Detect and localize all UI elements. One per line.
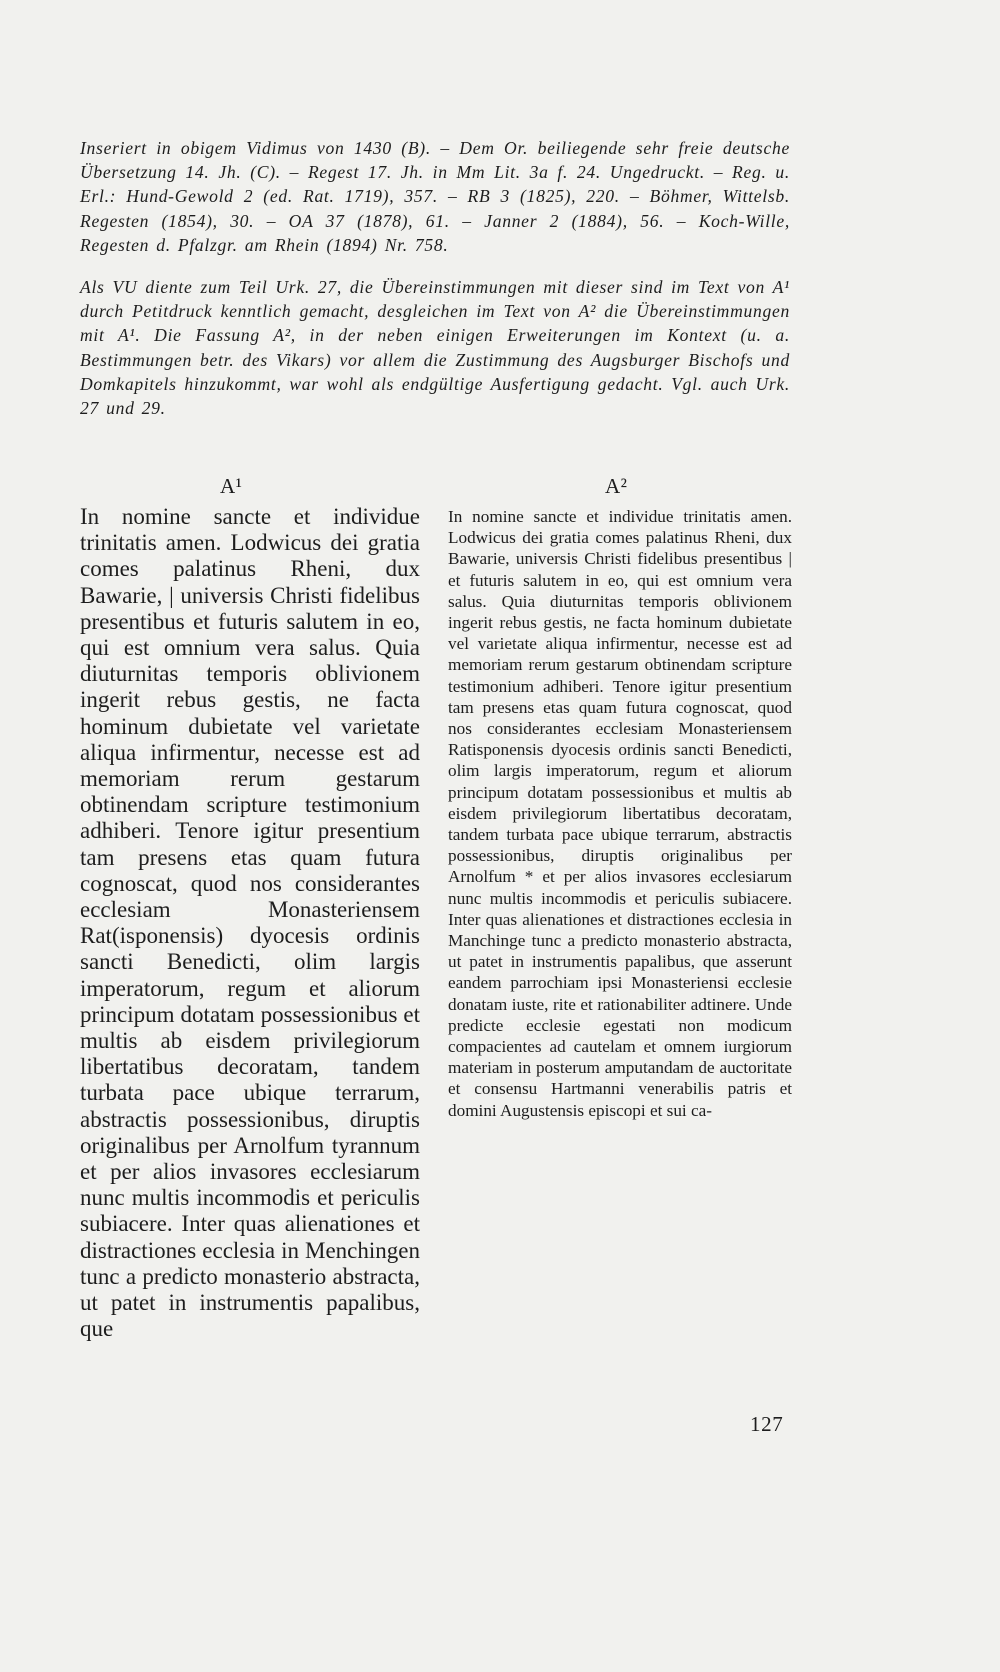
page-number: 127 xyxy=(750,1412,784,1436)
column-heading-a2: A² xyxy=(605,474,628,498)
source-note: Inseriert in obigem Vidimus von 1430 (B). – Dem Or. beiliegende sehr freie deutsche Übersetzung 14. Jh. (C). – Regest 17. Jh. in Mm Lit. 3a f. 24. Ungedruckt. – Reg. u. Erl.: Hund-Gewold 2 (ed. Rat. 1719), 357. – RB 3 (1825), 220. – Böhmer, Wittelsb. Regesten (1854), 30. – OA 37 (1878), 61. – Janner 2 (1884), 56. – Koch-Wille, Regesten d. Pfalzgr. am Rhein (1894) Nr. 758. xyxy=(80,138,790,255)
column-a1-text: In nomine sancte et individue trinitatis amen. Lodwicus dei gratia comes palatinus Rheni, dux Bawarie, | universis Christi fidelibus presentibus et futuris salutem in eo, qui est omnium vera salus. Quia diuturnitas temporis oblivionem ingerit rebus gestis, ne facta hominum dubietate vel varietate aliqua infirmentur, necesse est ad memoriam rerum gestarum obtinendam scripture testimonium adhiberi. Tenore igitur presentium tam presens etas quam futura cognoscat, quod nos considerantes ecclesiam Monasteriensem Rat(isponensis) dyocesis ordinis sancti Benedicti, olim largis imperatorum, regum et aliorum principum dotatam possessionibus et multis ab eisdem privilegiorum libertatibus decoratam, tandem turbata pace ubique terrarum, abstractis possessionibus, diruptis originalibus per Arnolfum tyrannum et per alios invasores ecclesiarum nunc multis incommodis et periculis subiacere. Inter quas alienationes et distractiones ecclesia in Menchingen tunc a predicto monasterio abstracta, ut patet in instrumentis papalibus, que xyxy=(80,504,420,1342)
column-heading-a1: A¹ xyxy=(220,474,243,498)
edition-note: Als VU diente zum Teil Urk. 27, die Übereinstimmungen mit dieser sind im Text von A¹ durch Petitdruck kenntlich gemacht, desgleichen im Text von A² die Übereinstimmungen mit A¹. Die Fassung A², in der neben einigen Erweiterungen im Kontext (u. a. Bestimmungen betr. des Vikars) vor allem die Zustimmung des Augsburger Bischofs und Domkapitels hinzukommt, war wohl als endgültige Ausfertigung gedacht. Vgl. auch Urk. 27 und 29. xyxy=(80,277,790,419)
text-column-a2 xyxy=(448,506,792,1121)
text-column-a1 xyxy=(80,504,420,1343)
editorial-notes xyxy=(80,136,790,420)
column-a2-text: In nomine sancte et individue trinitatis amen. Lodwicus dei gratia comes palatinus Rheni, dux Bawarie, universis Christi fidelibus presentibus | et futuris salutem in eo, qui est omnium vera salus. Quia diuturnitas temporis oblivionem ingerit rebus gestis, ne facta hominum dubietate vel varietate aliqua infirmentur, necesse est ad memoriam rerum gestarum obtinendam scripture testimonium adhiberi. Tenore igitur presentium tam presens etas quam futura cognoscat, quod nos considerantes ecclesiam Monasteriensem Ratisponensis dyocesis ordinis sancti Benedicti, olim largis imperatorum, regum et aliorum principum dotatam possessionibus et multis ab eisdem privilegiorum libertatibus decoratam, tandem turbata pace ubique terrarum, abstractis possessionibus, diruptis originalibus per Arnolfum * et per alios invasores ecclesiarum nunc multis incommodis et periculis subiacere. Inter quas alienationes et distractiones ecclesia in Manchinge tunc a predicto monasterio abstracta, ut patet in instrumentis papalibus, que asserunt eandem parrochiam ipsi Monasteriensi ecclesie donatam iuste, rite et rationabiliter adtinere. Unde predicte ecclesie egestati non modicum compacientes ad cautelam et omnem iurgiorum materiam in posterum amputandam de auctoritate et consensu Hartmanni venerabilis patris et domini Augustensis episcopi et sui ca- xyxy=(448,507,792,1120)
